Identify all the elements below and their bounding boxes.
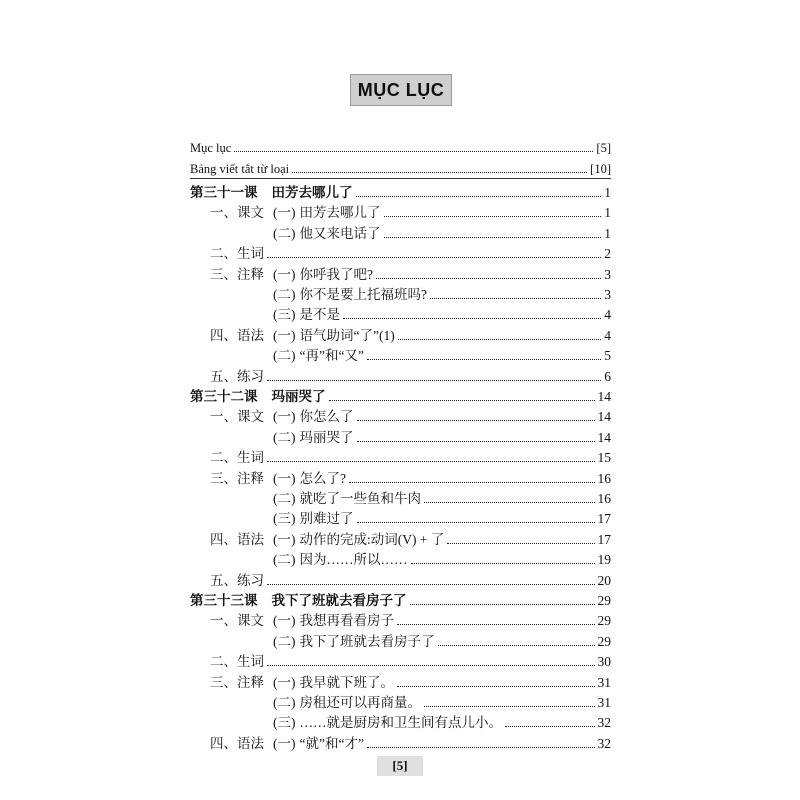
toc-entry [190, 528, 611, 548]
toc-entry [190, 283, 611, 303]
dot-leader [267, 460, 595, 462]
page-ref: [10] [590, 162, 611, 176]
dot-leader [410, 603, 595, 605]
page-ref: 32 [597, 715, 611, 730]
page-ref: 2 [604, 246, 611, 261]
section-label: 一、课文 [210, 613, 264, 628]
entry-title: 语气助词“了”(1) [299, 328, 395, 343]
entry-title: 你不是要上托福班吗? [299, 287, 427, 302]
section-label: 二、生词 [210, 246, 264, 261]
chapter-title: 田芳去哪儿了 [271, 185, 353, 200]
section-label: 一、课文 [210, 205, 264, 220]
page-ref: 31 [597, 675, 611, 690]
toc-entry [190, 732, 611, 752]
subsection-marker: (三) [273, 307, 296, 322]
section-label: 四、语法 [210, 328, 264, 343]
toc-entry [190, 365, 611, 385]
toc-entry [190, 303, 611, 323]
entry-title: 你怎么了 [299, 409, 354, 424]
subsection-marker: (二) [273, 430, 296, 445]
page-ref: 31 [597, 695, 611, 710]
section-label: 五、练习 [210, 573, 264, 588]
chapter-row [190, 385, 611, 405]
entry-title: 我下了班就去看房子了 [299, 634, 435, 649]
page-ref: 29 [597, 634, 611, 649]
page-heading: MỤC LỤC [350, 74, 452, 106]
page-ref: 3 [604, 267, 611, 282]
toc-entry [190, 446, 611, 466]
entry-title: 我想再看看房子 [299, 613, 394, 628]
dot-leader [447, 542, 594, 544]
subsection-marker: (一) [273, 409, 296, 424]
chapter-row [190, 181, 611, 201]
dot-leader [384, 215, 602, 217]
page-ref: 20 [597, 573, 611, 588]
page-ref: 16 [597, 491, 611, 506]
subsection-marker: (二) [273, 348, 296, 363]
toc-entry [190, 201, 611, 221]
toc-entry [190, 405, 611, 425]
dot-leader [343, 317, 601, 319]
dot-leader [267, 664, 595, 666]
toc-entry [190, 630, 611, 650]
dot-leader [357, 521, 595, 523]
page-ref: 1 [604, 185, 611, 200]
preface-entry [190, 157, 611, 177]
entry-title: “再”和“又” [299, 348, 364, 363]
section-label: 四、语法 [210, 736, 264, 751]
entry-title: 你呼我了吧? [299, 267, 373, 282]
dot-leader [292, 171, 587, 173]
page-ref: 4 [604, 328, 611, 343]
entry-title: 动作的完成:动词(V) + 了 [299, 532, 445, 547]
toc-entry [190, 507, 611, 527]
dot-leader [367, 746, 595, 748]
page-ref: 14 [597, 389, 611, 404]
dot-leader [357, 419, 595, 421]
subsection-marker: (三) [273, 511, 296, 526]
subsection-marker: (三) [273, 715, 296, 730]
entry-title: “就”和“才” [299, 736, 364, 751]
dot-leader [424, 705, 595, 707]
subsection-marker: (一) [273, 736, 296, 751]
section-label: 二、生词 [210, 450, 264, 465]
dot-leader [398, 338, 602, 340]
section-label: 三、注释 [210, 471, 264, 486]
dot-leader [438, 644, 595, 646]
dot-leader [267, 256, 601, 258]
chapter-title: 我下了班就去看房子了 [271, 593, 407, 608]
entry-title: 别难过了 [299, 511, 354, 526]
section-divider [190, 178, 611, 179]
subsection-marker: (二) [273, 634, 296, 649]
dot-leader [329, 399, 595, 401]
section-label: 一、课文 [210, 409, 264, 424]
toc-entry [190, 263, 611, 283]
dot-leader [397, 685, 595, 687]
dot-leader [356, 195, 602, 197]
entry-title: 因为……所以…… [299, 552, 408, 567]
entry-title: 就吃了一些鱼和牛肉 [299, 491, 421, 506]
chapter-label: 第三十二课 [190, 389, 258, 404]
page-ref: 14 [597, 430, 611, 445]
toc-entry [190, 691, 611, 711]
toc-entry [190, 569, 611, 589]
page-ref: 29 [597, 613, 611, 628]
dot-leader [267, 583, 595, 585]
toc-entry [190, 324, 611, 344]
dot-leader [349, 481, 595, 483]
dot-leader [376, 277, 601, 279]
toc-entry [190, 426, 611, 446]
subsection-marker: (一) [273, 532, 296, 547]
entry-title: ……就是厨房和卫生间有点儿小。 [299, 715, 502, 730]
dot-leader [430, 297, 601, 299]
subsection-marker: (一) [273, 267, 296, 282]
chapter-row [190, 589, 611, 609]
page-ref: 1 [604, 226, 611, 241]
subsection-marker: (二) [273, 287, 296, 302]
page-ref: 19 [597, 552, 611, 567]
page-ref: [5] [596, 141, 611, 155]
entry-label: Bảng viết tắt từ loại [190, 162, 290, 176]
dot-leader [505, 725, 595, 727]
toc-entry [190, 242, 611, 262]
dot-leader [367, 358, 601, 360]
dot-leader [411, 562, 595, 564]
toc-entry [190, 671, 611, 691]
toc-entry [190, 609, 611, 629]
chapter-label: 第三十三课 [190, 593, 258, 608]
page-ref: 3 [604, 287, 611, 302]
subsection-marker: (二) [273, 695, 296, 710]
page-ref: 4 [604, 307, 611, 322]
entry-title: 玛丽哭了 [299, 430, 354, 445]
toc-entry [190, 222, 611, 242]
subsection-marker: (一) [273, 328, 296, 343]
page-ref: 17 [597, 532, 611, 547]
section-label: 五、练习 [210, 369, 264, 384]
page-ref: 5 [604, 348, 611, 363]
page-ref: 15 [597, 450, 611, 465]
page-ref: 17 [597, 511, 611, 526]
preface-entry [190, 136, 611, 156]
entry-title: 他又来电话了 [299, 226, 381, 241]
page-ref: 14 [597, 409, 611, 424]
dot-leader [357, 440, 595, 442]
toc-entry [190, 548, 611, 568]
chapter-label: 第三十一课 [190, 185, 258, 200]
section-label: 三、注释 [210, 675, 264, 690]
subsection-marker: (一) [273, 205, 296, 220]
toc-entry [190, 487, 611, 507]
entry-title: 是不是 [299, 307, 340, 322]
section-label: 二、生词 [210, 654, 264, 669]
subsection-marker: (一) [273, 613, 296, 628]
section-label: 三、注释 [210, 267, 264, 282]
entry-title: 田芳去哪儿了 [299, 205, 381, 220]
dot-leader [397, 623, 595, 625]
page-ref: 30 [597, 654, 611, 669]
dot-leader [384, 236, 602, 238]
subsection-marker: (一) [273, 471, 296, 486]
toc-entry [190, 650, 611, 670]
subsection-marker: (一) [273, 675, 296, 690]
entry-title: 怎么了? [299, 471, 346, 486]
dot-leader [234, 150, 593, 152]
toc-entry [190, 467, 611, 487]
toc-entry [190, 344, 611, 364]
chapter-title: 玛丽哭了 [271, 389, 326, 404]
entry-title: 房租还可以再商量。 [299, 695, 421, 710]
subsection-marker: (二) [273, 552, 296, 567]
subsection-marker: (二) [273, 491, 296, 506]
dot-leader [267, 379, 601, 381]
subsection-marker: (二) [273, 226, 296, 241]
page-ref: 1 [604, 205, 611, 220]
page-number: [5] [377, 756, 423, 776]
page-ref: 6 [604, 369, 611, 384]
entry-label: Mục lục [190, 141, 232, 155]
page-ref: 32 [597, 736, 611, 751]
page-ref: 16 [597, 471, 611, 486]
toc-entry [190, 711, 611, 731]
page-ref: 29 [597, 593, 611, 608]
entry-title: 我早就下班了。 [299, 675, 394, 690]
dot-leader [424, 501, 595, 503]
section-label: 四、语法 [210, 532, 264, 547]
